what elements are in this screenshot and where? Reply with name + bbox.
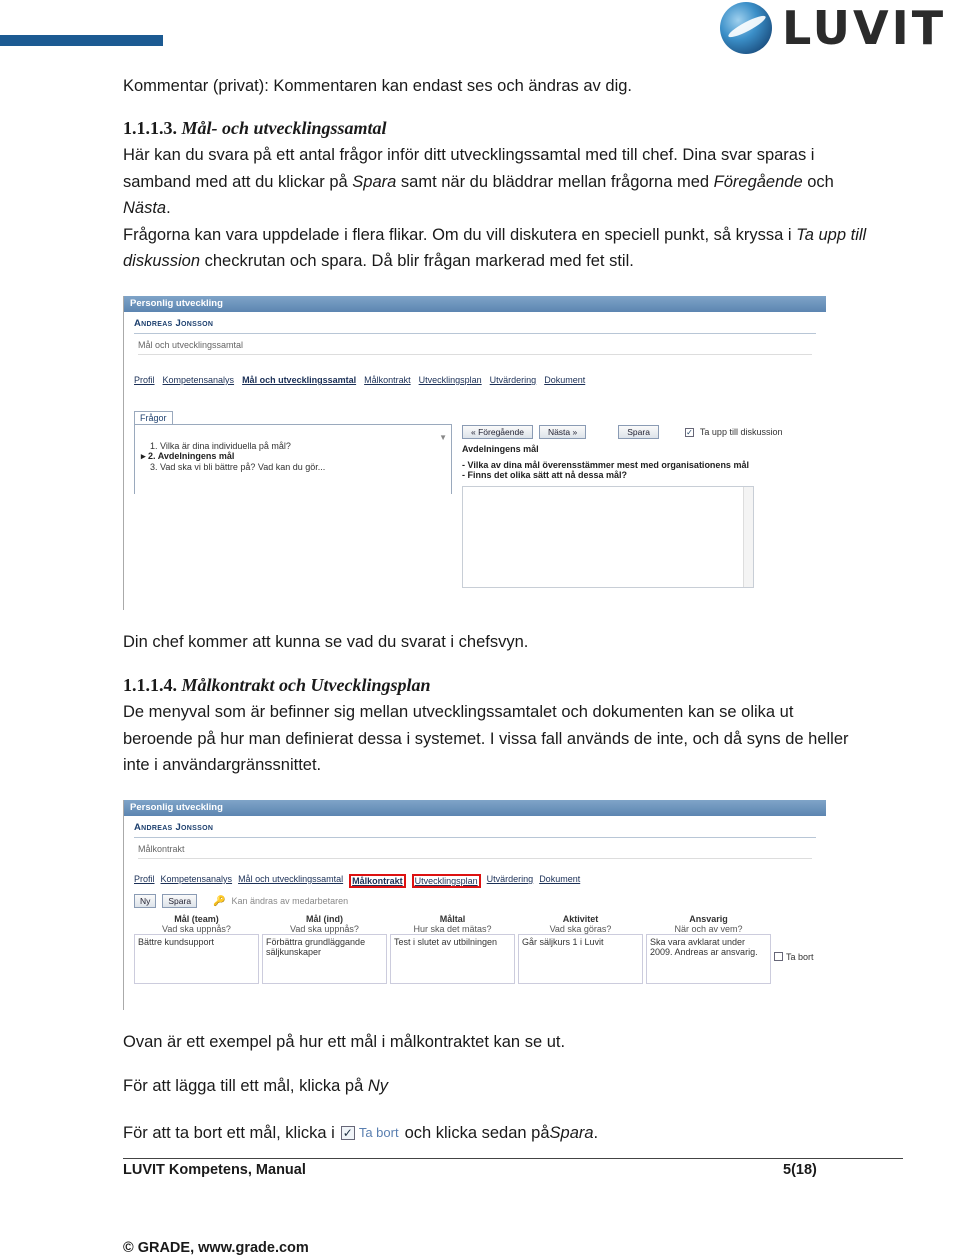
nav-dokument[interactable]: Dokument — [539, 874, 581, 884]
text-line: De menyval som är befinner sig mellan utvecklingssamtalet och dokumenten kan se olika ut — [123, 703, 794, 721]
previous-button[interactable]: « Föregående — [462, 425, 533, 439]
answer-panel — [462, 425, 822, 588]
column-subtitle: När och av vem? — [674, 924, 743, 934]
section-title: Målkontrakt och Utvecklingsplan — [181, 675, 431, 695]
section-number: 1.1.1.3. — [123, 118, 177, 138]
column-title: Mål (team) — [174, 914, 219, 924]
nav-profil[interactable]: Profil — [134, 874, 155, 884]
shot-subtitle: Målkontrakt — [138, 844, 812, 859]
tab-fragor[interactable]: Frågor — [134, 411, 173, 424]
column-subtitle: Hur ska det mätas? — [413, 924, 492, 934]
lock-icon: 🔑 — [213, 895, 226, 907]
save-button[interactable]: Spara — [618, 425, 659, 439]
remove-label: Ta bort — [786, 952, 814, 962]
questions-panel — [134, 411, 452, 491]
text-line: inte i användargränssnittet. — [123, 756, 322, 774]
chef-paragraph: Din chef kommer att kunna se vad du svarat i chefsvyn. — [123, 633, 529, 651]
nav-mal-och-utvecklingssamtal[interactable]: Mål och utvecklingssamtal — [238, 874, 344, 884]
contract-column — [134, 914, 259, 984]
contract-toolbar — [134, 894, 826, 908]
section-heading-1113 — [123, 118, 387, 139]
column-textarea[interactable]: Ska vara avklarat under 2009. Andreas ar ansvarig. — [646, 934, 771, 984]
column-textarea[interactable]: Bättre kundsupport — [134, 934, 259, 984]
copyright: © GRADE, www.grade.com — [123, 1240, 309, 1256]
section2-paragraph — [123, 699, 849, 779]
column-textarea[interactable]: Test i slutet av utbilningen — [390, 934, 515, 984]
globe-icon — [720, 2, 772, 54]
luvit-logo — [720, 2, 946, 54]
logo-text: LUVIT — [782, 1, 947, 55]
remove-inline-image: ✓ Ta bort — [342, 1125, 399, 1141]
checkbox-checked-icon: ✓ — [342, 1126, 353, 1141]
contract-column — [262, 914, 387, 984]
header-accent-bar — [0, 35, 163, 46]
answer-textarea[interactable] — [462, 486, 754, 588]
nav-utvardering[interactable]: Utvärdering — [486, 874, 534, 884]
footer-divider — [123, 1158, 903, 1159]
question-point: - Finns det olika sätt att nå dessa mål? — [462, 470, 628, 480]
text-line: Här kan du svara på ett antal frågor inför ditt utvecklingssamtal med till chef. Dina svar sparas i — [123, 146, 815, 164]
comment-paragraph: Kommentar (privat): Kommentaren kan endast ses och ändras av dig. — [123, 77, 632, 95]
answer-toolbar — [462, 425, 822, 439]
play-icon: ▸ — [141, 451, 149, 461]
shot-header: Personlig utveckling — [124, 800, 826, 816]
question-point: - Vilka av dina mål överensstämmer mest med organisationens mål — [462, 460, 749, 470]
footer-page-number: 5(18) — [783, 1162, 817, 1178]
question-item[interactable]: 3. Vad ska vi bli bättre på? Vad kan du gör... — [150, 462, 326, 472]
nav-kompetensanalys[interactable]: Kompetensanalys — [162, 375, 235, 385]
question-title: Avdelningens mål — [462, 444, 539, 454]
section-number: 1.1.1.4. — [123, 675, 177, 695]
contract-columns — [134, 914, 826, 984]
nav-utvecklingsplan[interactable]: Utvecklingsplan — [412, 874, 481, 888]
nav-utvardering[interactable]: Utvärdering — [489, 375, 537, 385]
text-line: Nästa. — [123, 199, 171, 217]
scrollbar[interactable] — [743, 487, 753, 587]
section-heading-1114 — [123, 675, 431, 696]
nav-dokument[interactable]: Dokument — [544, 375, 586, 385]
nav-mal-och-utvecklingssamtal[interactable]: Mål och utvecklingssamtal — [242, 375, 357, 385]
column-title: Ansvarig — [689, 914, 728, 924]
section-title: Mål- och utvecklingssamtal — [181, 118, 387, 138]
text-line: diskussion checkrutan och spara. Då blir frågan markerad med fet stil. — [123, 252, 634, 270]
remove-paragraph: För att ta bort ett mål, klicka i ✓ Ta bort och klicka sedan på Spara . — [123, 1120, 598, 1147]
column-subtitle: Vad ska göras? — [549, 924, 612, 934]
question-item-active[interactable]: ▸ 2. Avdelningens mål — [141, 451, 235, 461]
column-textarea[interactable]: Går säljkurs 1 i Luvit — [518, 934, 643, 984]
shot-header: Personlig utveckling — [124, 296, 826, 312]
screenshot-goal-conversation — [123, 296, 826, 610]
new-button[interactable]: Ny — [134, 894, 156, 908]
footer-title: LUVIT Kompetens, Manual — [123, 1162, 306, 1178]
column-subtitle: Vad ska uppnås? — [162, 924, 231, 934]
question-item[interactable]: 1. Vilka är dina individuella på mål? — [150, 441, 291, 451]
chevron-down-icon[interactable]: ▼ — [439, 433, 447, 442]
contract-column — [390, 914, 515, 984]
nav-profil[interactable]: Profil — [134, 375, 155, 385]
shot-nav — [124, 874, 826, 888]
nav-kompetensanalys[interactable]: Kompetensanalys — [160, 874, 233, 884]
section1-paragraph1 — [123, 142, 866, 275]
column-title: Mål (ind) — [306, 914, 343, 924]
column-title: Måltal — [439, 914, 466, 924]
nav-malkontrakt[interactable]: Målkontrakt — [349, 874, 406, 888]
nav-malkontrakt[interactable]: Målkontrakt — [364, 375, 411, 385]
questions-list — [134, 424, 452, 494]
column-title: Aktivitet — [562, 914, 599, 924]
next-button[interactable]: Nästa » — [539, 425, 586, 439]
shot-user-name: Andreas Jonsson — [134, 318, 816, 334]
remove-control — [774, 914, 814, 984]
shot-user-name: Andreas Jonsson — [134, 822, 816, 838]
lock-note: Kan ändras av medarbetaren — [231, 896, 349, 906]
screenshot-goal-contract — [123, 800, 826, 1010]
contract-column — [646, 914, 771, 984]
save-button[interactable]: Spara — [162, 894, 197, 908]
add-paragraph: För att lägga till ett mål, klicka på Ny — [123, 1077, 389, 1095]
discussion-checkbox[interactable]: ✓ — [686, 427, 693, 437]
nav-utvecklingsplan[interactable]: Utvecklingsplan — [418, 375, 482, 385]
shot-nav — [124, 375, 826, 385]
text-line: Frågorna kan vara uppdelade i flera flikar. Om du vill diskutera en speciell punkt, så kryssa i Ta upp till — [123, 225, 867, 244]
remove-checkbox[interactable] — [774, 952, 783, 961]
example-paragraph: Ovan är ett exempel på hur ett mål i målkontraktet kan se ut. — [123, 1033, 566, 1051]
column-subtitle: Vad ska uppnås? — [290, 924, 359, 934]
text-line: samband med att du klickar på Spara samt när du bläddrar mellan frågorna med Föregående och — [123, 172, 834, 191]
text-line: beroende på hur man definierat dessa i systemet. I vissa fall används de inte, och då syns de heller — [123, 729, 849, 748]
contract-column — [518, 914, 643, 984]
discussion-checkbox-label: Ta upp till diskussion — [699, 427, 783, 437]
column-textarea[interactable]: Förbättra grundläggande säljkunskaper — [262, 934, 387, 984]
shot-subtitle: Mål och utvecklingssamtal — [138, 340, 812, 355]
